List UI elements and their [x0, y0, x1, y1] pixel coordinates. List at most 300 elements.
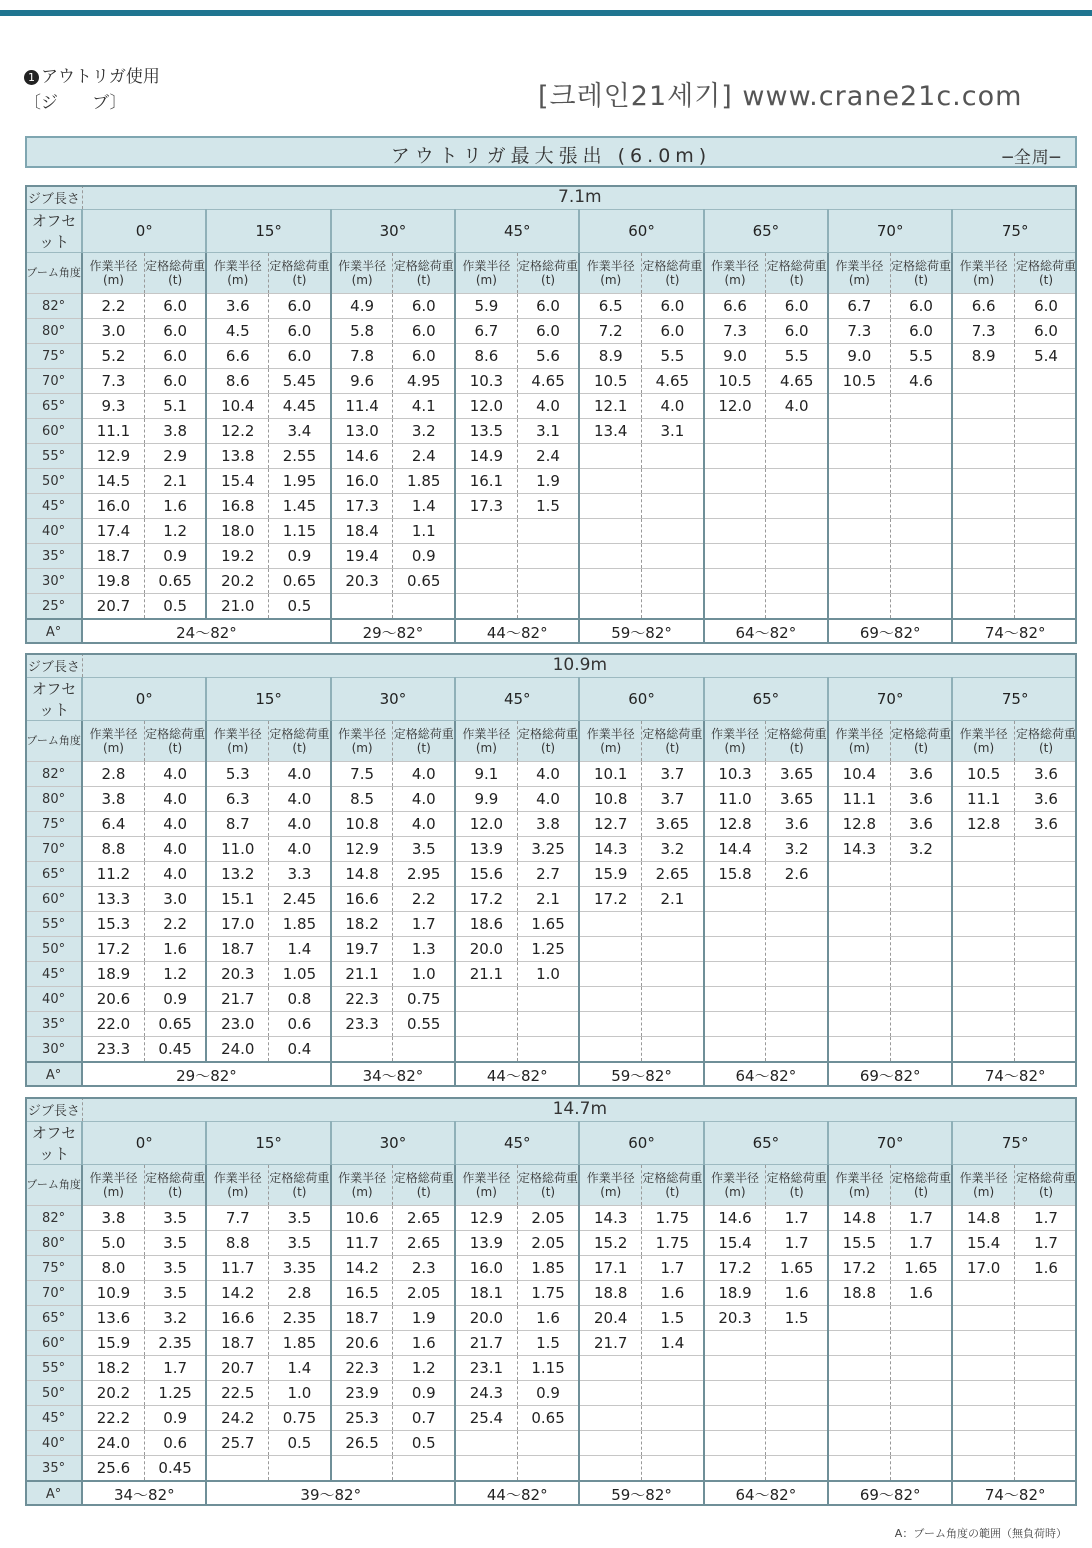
load-cell: 0.65 [144, 569, 206, 594]
load-cell: 1.85 [393, 469, 455, 494]
load-cell: 1.6 [766, 1281, 828, 1306]
load-cell [642, 1012, 704, 1037]
radius-cell [952, 1456, 1014, 1482]
load-cell [890, 1356, 952, 1381]
radius-cell: 15.9 [579, 862, 641, 887]
boom-angle-cell: 55° [26, 912, 82, 937]
load-header: 定格総荷重 (t) [890, 1165, 952, 1206]
radius-cell [579, 519, 641, 544]
load-cell: 1.7 [393, 912, 455, 937]
radius-cell [704, 987, 766, 1012]
radius-cell: 24.0 [206, 1037, 268, 1063]
offset-header: 75° [952, 678, 1077, 721]
radius-cell [331, 1037, 393, 1063]
load-cell: 1.75 [517, 1281, 579, 1306]
boom-angle-cell: 60° [26, 887, 82, 912]
radius-cell: 11.1 [828, 787, 890, 812]
load-cell [890, 419, 952, 444]
load-cell: 0.7 [393, 1406, 455, 1431]
load-cell [890, 1306, 952, 1331]
load-cell: 1.6 [517, 1306, 579, 1331]
radius-cell [331, 1456, 393, 1482]
radius-cell [952, 1356, 1014, 1381]
radius-cell: 17.2 [579, 887, 641, 912]
radius-cell: 18.7 [331, 1306, 393, 1331]
load-cell: 6.0 [269, 294, 331, 319]
radius-cell: 10.8 [331, 812, 393, 837]
radius-header: 作業半径 (m) [455, 1165, 517, 1206]
load-cell: 1.2 [144, 519, 206, 544]
radius-cell: 7.3 [704, 319, 766, 344]
load-header: 定格総荷重 (t) [766, 1165, 828, 1206]
radius-cell [828, 544, 890, 569]
load-cell [1014, 912, 1077, 937]
radius-cell: 7.2 [579, 319, 641, 344]
radius-cell [455, 1012, 517, 1037]
offset-header: 60° [579, 678, 703, 721]
radius-header: 作業半径 (m) [952, 1165, 1014, 1206]
radius-cell [828, 494, 890, 519]
load-cell: 1.5 [517, 1331, 579, 1356]
load-cell: 6.0 [890, 319, 952, 344]
radius-cell: 20.0 [455, 1306, 517, 1331]
load-cell [642, 1406, 704, 1431]
jib-length-label: ジブ長さ [26, 1097, 82, 1122]
radius-cell [828, 1381, 890, 1406]
radius-cell: 14.3 [579, 837, 641, 862]
radius-cell: 12.8 [704, 812, 766, 837]
jib-length-value: 10.9m [82, 653, 1077, 678]
load-cell: 0.5 [269, 1431, 331, 1456]
radius-cell: 20.0 [455, 937, 517, 962]
radius-cell: 3.8 [82, 787, 144, 812]
radius-cell [952, 494, 1014, 519]
radius-cell: 8.0 [82, 1256, 144, 1281]
radius-cell: 19.7 [331, 937, 393, 962]
radius-cell [952, 394, 1014, 419]
load-cell [766, 444, 828, 469]
load-cell: 3.6 [890, 787, 952, 812]
load-cell: 1.7 [890, 1231, 952, 1256]
radius-cell: 11.1 [952, 787, 1014, 812]
load-cell [517, 594, 579, 620]
load-cell: 2.05 [517, 1206, 579, 1231]
load-cell [1014, 1331, 1077, 1356]
radius-cell: 16.6 [331, 887, 393, 912]
radius-cell [704, 1012, 766, 1037]
radius-cell [704, 594, 766, 620]
radius-cell: 13.9 [455, 1231, 517, 1256]
load-cell: 1.6 [144, 937, 206, 962]
table-row [26, 1281, 1077, 1306]
load-cell [766, 594, 828, 620]
boom-angle-cell: 40° [26, 1431, 82, 1456]
load-cell [1014, 962, 1077, 987]
table-row [26, 1306, 1077, 1331]
boom-angle-cell: 50° [26, 937, 82, 962]
load-cell: 0.6 [144, 1431, 206, 1456]
radius-cell: 8.9 [952, 344, 1014, 369]
jib-length-value: 7.1m [82, 185, 1077, 210]
load-cell [766, 1456, 828, 1482]
load-cell: 0.8 [269, 987, 331, 1012]
load-cell: 1.75 [642, 1206, 704, 1231]
radius-cell: 5.3 [206, 762, 268, 787]
load-cell: 2.05 [393, 1281, 455, 1306]
table-row [26, 1331, 1077, 1356]
radius-cell [952, 987, 1014, 1012]
radius-header: 作業半径 (m) [331, 253, 393, 294]
load-chart-table [25, 185, 1077, 644]
table-row [26, 369, 1077, 394]
load-cell [517, 1037, 579, 1063]
radius-cell: 14.3 [828, 837, 890, 862]
load-cell: 2.6 [766, 862, 828, 887]
load-cell: 2.65 [393, 1231, 455, 1256]
load-cell [1014, 519, 1077, 544]
load-cell: 2.45 [269, 887, 331, 912]
load-cell [890, 1012, 952, 1037]
radius-cell: 16.5 [331, 1281, 393, 1306]
title-bar [25, 136, 1077, 168]
load-cell: 3.4 [269, 419, 331, 444]
radius-cell [579, 1456, 641, 1482]
radius-cell [952, 569, 1014, 594]
radius-cell [828, 1331, 890, 1356]
load-cell: 0.6 [269, 1012, 331, 1037]
radius-cell [704, 569, 766, 594]
radius-cell: 15.4 [206, 469, 268, 494]
boom-angle-cell: 35° [26, 1012, 82, 1037]
load-cell: 3.2 [393, 419, 455, 444]
table-row [26, 1231, 1077, 1256]
radius-cell: 16.0 [82, 494, 144, 519]
load-cell: 5.5 [642, 344, 704, 369]
radius-cell: 10.5 [579, 369, 641, 394]
radius-cell: 18.4 [331, 519, 393, 544]
load-cell: 5.6 [517, 344, 579, 369]
radius-cell: 17.2 [82, 937, 144, 962]
radius-cell: 14.8 [331, 862, 393, 887]
radius-header: 作業半径 (m) [828, 1165, 890, 1206]
load-cell: 0.9 [517, 1381, 579, 1406]
radius-cell: 20.3 [331, 569, 393, 594]
radius-cell: 8.7 [206, 812, 268, 837]
radius-cell: 8.5 [331, 787, 393, 812]
load-header: 定格総荷重 (t) [393, 1165, 455, 1206]
table-row [26, 1356, 1077, 1381]
radius-cell [579, 1037, 641, 1063]
radius-cell: 20.2 [206, 569, 268, 594]
radius-cell: 10.3 [455, 369, 517, 394]
load-cell: 2.3 [393, 1256, 455, 1281]
load-cell [890, 887, 952, 912]
load-header: 定格総荷重 (t) [144, 1165, 206, 1206]
load-cell [1014, 937, 1077, 962]
load-cell: 1.65 [517, 912, 579, 937]
load-cell: 6.0 [269, 344, 331, 369]
radius-cell [952, 837, 1014, 862]
load-cell: 2.1 [642, 887, 704, 912]
radius-cell [952, 1037, 1014, 1063]
radius-cell: 14.2 [206, 1281, 268, 1306]
load-cell: 1.85 [517, 1256, 579, 1281]
load-header: 定格総荷重 (t) [269, 1165, 331, 1206]
load-cell: 1.05 [269, 962, 331, 987]
radius-cell: 14.3 [579, 1206, 641, 1231]
radius-cell: 13.9 [455, 837, 517, 862]
load-cell: 4.0 [269, 787, 331, 812]
load-cell [766, 987, 828, 1012]
radius-cell: 18.6 [455, 912, 517, 937]
load-cell: 0.5 [144, 594, 206, 620]
load-cell [642, 912, 704, 937]
angle-range-cell: 69〜82° [828, 1062, 952, 1087]
offset-header: 0° [82, 1122, 206, 1165]
load-cell: 2.2 [393, 887, 455, 912]
radius-cell [952, 519, 1014, 544]
load-cell: 0.9 [393, 544, 455, 569]
load-cell [766, 1406, 828, 1431]
radius-cell: 6.7 [455, 319, 517, 344]
radius-cell [455, 519, 517, 544]
load-cell [766, 1331, 828, 1356]
radius-cell: 9.1 [455, 762, 517, 787]
radius-cell: 7.3 [952, 319, 1014, 344]
radius-cell [704, 937, 766, 962]
radius-cell [952, 1331, 1014, 1356]
radius-cell: 8.6 [455, 344, 517, 369]
radius-header: 作業半径 (m) [704, 721, 766, 762]
boom-angle-cell: 60° [26, 1331, 82, 1356]
radius-cell [828, 519, 890, 544]
radius-cell: 12.1 [579, 394, 641, 419]
load-cell [517, 1456, 579, 1482]
load-cell [642, 569, 704, 594]
angle-range-cell: 44〜82° [455, 1062, 579, 1087]
load-cell: 1.3 [393, 937, 455, 962]
radius-cell: 15.2 [579, 1231, 641, 1256]
load-cell [1014, 887, 1077, 912]
load-cell: 5.5 [890, 344, 952, 369]
load-cell [642, 469, 704, 494]
radius-cell: 10.8 [579, 787, 641, 812]
radius-cell: 3.8 [82, 1206, 144, 1231]
radius-cell: 12.0 [704, 394, 766, 419]
radius-cell [704, 1456, 766, 1482]
load-cell: 3.5 [144, 1256, 206, 1281]
offset-header: 15° [206, 678, 330, 721]
load-cell [642, 987, 704, 1012]
radius-cell [828, 469, 890, 494]
radius-cell: 16.6 [206, 1306, 268, 1331]
load-cell: 1.85 [269, 912, 331, 937]
radius-cell [828, 937, 890, 962]
load-cell [1014, 594, 1077, 620]
radius-cell: 21.7 [579, 1331, 641, 1356]
radius-cell: 11.0 [704, 787, 766, 812]
radius-cell: 21.1 [331, 962, 393, 987]
radius-cell [952, 1281, 1014, 1306]
load-cell: 6.0 [393, 294, 455, 319]
load-cell [890, 444, 952, 469]
load-cell [890, 987, 952, 1012]
angle-range-cell: 64〜82° [704, 619, 828, 644]
radius-cell: 10.5 [704, 369, 766, 394]
radius-cell: 10.4 [206, 394, 268, 419]
radius-cell: 4.9 [331, 294, 393, 319]
radius-cell: 18.7 [82, 544, 144, 569]
boom-angle-cell: 30° [26, 569, 82, 594]
radius-cell: 10.4 [828, 762, 890, 787]
radius-cell: 12.9 [331, 837, 393, 862]
radius-cell [952, 912, 1014, 937]
load-cell: 1.65 [766, 1256, 828, 1281]
radius-cell [828, 962, 890, 987]
load-header: 定格総荷重 (t) [269, 253, 331, 294]
radius-cell [455, 1431, 517, 1456]
radius-cell [704, 962, 766, 987]
radius-cell: 9.0 [704, 344, 766, 369]
offset-header: 45° [455, 678, 579, 721]
table-row [26, 444, 1077, 469]
load-header: 定格総荷重 (t) [393, 721, 455, 762]
load-cell: 4.0 [269, 837, 331, 862]
radius-cell: 14.2 [331, 1256, 393, 1281]
angle-range-cell: 34〜82° [82, 1481, 206, 1506]
footnote: A：ブーム角度の範囲（無負荷時） [894, 1527, 1067, 1540]
load-cell: 5.1 [144, 394, 206, 419]
load-cell [766, 519, 828, 544]
load-cell [766, 544, 828, 569]
offset-header: 70° [828, 210, 952, 253]
load-cell: 3.2 [890, 837, 952, 862]
load-cell [642, 444, 704, 469]
load-cell: 4.0 [766, 394, 828, 419]
radius-cell [704, 912, 766, 937]
load-cell [1014, 1012, 1077, 1037]
radius-cell: 18.0 [206, 519, 268, 544]
load-cell: 2.4 [517, 444, 579, 469]
radius-cell: 10.3 [704, 762, 766, 787]
load-cell: 1.4 [269, 937, 331, 962]
load-cell: 3.6 [766, 812, 828, 837]
radius-cell [579, 912, 641, 937]
table-row [26, 569, 1077, 594]
load-cell: 2.95 [393, 862, 455, 887]
load-cell: 0.65 [144, 1012, 206, 1037]
load-cell: 1.0 [517, 962, 579, 987]
offset-label: オフセット [26, 210, 82, 253]
boom-angle-cell: 45° [26, 494, 82, 519]
load-cell [1014, 544, 1077, 569]
load-cell: 4.0 [269, 762, 331, 787]
load-cell [766, 912, 828, 937]
load-cell [890, 594, 952, 620]
radius-cell: 18.8 [828, 1281, 890, 1306]
load-cell [1014, 1431, 1077, 1456]
radius-cell: 18.7 [206, 1331, 268, 1356]
radius-cell: 11.4 [331, 394, 393, 419]
angle-range-cell: 69〜82° [828, 1481, 952, 1506]
table-row [26, 1456, 1077, 1482]
load-cell: 1.1 [393, 519, 455, 544]
radius-cell: 6.6 [206, 344, 268, 369]
table-row [26, 1406, 1077, 1431]
table-row [26, 394, 1077, 419]
boom-angle-cell: 50° [26, 1381, 82, 1406]
radius-cell [579, 1431, 641, 1456]
heading-line1: アウトリガ使用 [41, 67, 160, 87]
radius-cell: 11.7 [331, 1231, 393, 1256]
radius-cell: 24.2 [206, 1406, 268, 1431]
radius-cell [704, 519, 766, 544]
offset-header: 75° [952, 210, 1077, 253]
radius-cell: 9.0 [828, 344, 890, 369]
radius-cell [952, 594, 1014, 620]
radius-cell: 8.6 [206, 369, 268, 394]
radius-cell: 14.9 [455, 444, 517, 469]
radius-cell: 5.2 [82, 344, 144, 369]
radius-cell: 2.8 [82, 762, 144, 787]
load-cell: 3.65 [642, 812, 704, 837]
load-cell: 3.6 [1014, 762, 1077, 787]
load-cell: 5.5 [766, 344, 828, 369]
radius-cell [704, 1381, 766, 1406]
load-cell: 3.0 [144, 887, 206, 912]
radius-cell: 23.3 [331, 1012, 393, 1037]
radius-cell [828, 444, 890, 469]
boom-angle-cell: 70° [26, 369, 82, 394]
table-row [26, 787, 1077, 812]
load-cell: 6.0 [642, 294, 704, 319]
radius-cell: 25.3 [331, 1406, 393, 1431]
load-cell: 6.0 [517, 319, 579, 344]
radius-cell: 15.9 [82, 1331, 144, 1356]
load-cell [1014, 419, 1077, 444]
radius-cell [828, 1037, 890, 1063]
radius-header: 作業半径 (m) [455, 253, 517, 294]
load-cell: 3.1 [517, 419, 579, 444]
radius-cell: 22.3 [331, 987, 393, 1012]
radius-cell: 13.2 [206, 862, 268, 887]
radius-header: 作業半径 (m) [952, 721, 1014, 762]
radius-cell: 20.3 [704, 1306, 766, 1331]
load-cell: 1.25 [517, 937, 579, 962]
load-cell [890, 1331, 952, 1356]
angle-range-cell: 64〜82° [704, 1481, 828, 1506]
radius-cell: 11.0 [206, 837, 268, 862]
radius-cell: 24.0 [82, 1431, 144, 1456]
offset-header: 60° [579, 1122, 703, 1165]
angle-range-cell: 29〜82° [331, 619, 455, 644]
load-cell: 0.65 [393, 569, 455, 594]
angle-range-cell: 69〜82° [828, 619, 952, 644]
load-cell [890, 519, 952, 544]
radius-cell: 15.5 [828, 1231, 890, 1256]
radius-cell [828, 1012, 890, 1037]
angle-range-cell: 74〜82° [952, 1062, 1077, 1087]
load-cell: 1.15 [517, 1356, 579, 1381]
radius-cell [952, 419, 1014, 444]
radius-cell: 2.2 [82, 294, 144, 319]
load-cell [642, 594, 704, 620]
offset-header: 0° [82, 678, 206, 721]
radius-cell [828, 1306, 890, 1331]
heading-line2: 〔ジ ブ〕 [24, 93, 127, 113]
load-cell: 3.6 [890, 762, 952, 787]
radius-cell: 18.9 [704, 1281, 766, 1306]
